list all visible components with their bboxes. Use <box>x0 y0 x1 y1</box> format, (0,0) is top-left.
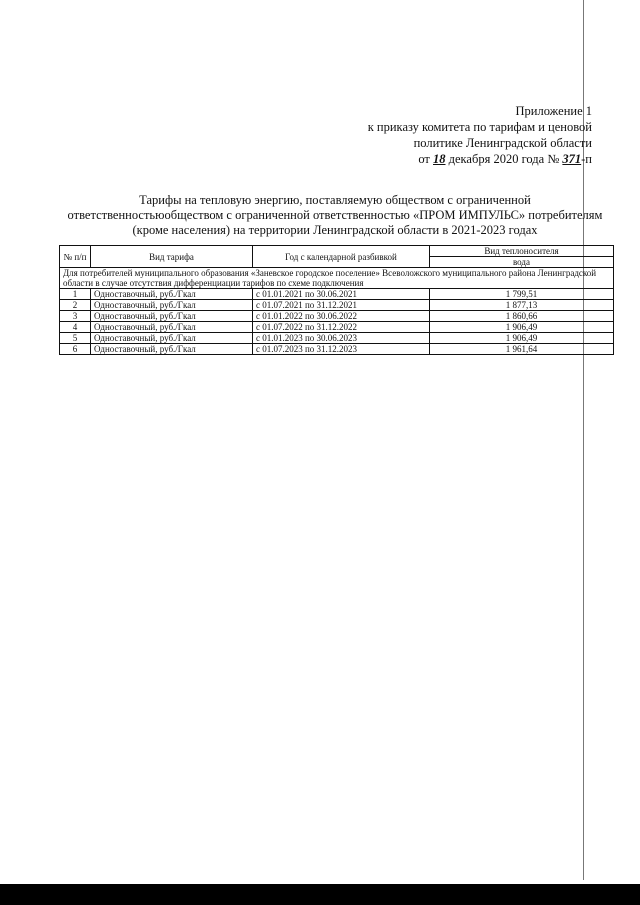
consumer-group-label: Для потребителей муниципального образования «Заневское городское поселение» Всеволожского муниципального района Ленинградской области в случае отсутствия дифференциации тарифов по схеме подключения <box>60 268 614 289</box>
row-tariff-type: Одноставочный, руб./Гкал <box>91 300 253 311</box>
appendix-header <box>272 103 592 167</box>
appendix-order-line: к приказу комитета по тарифам и ценовой <box>367 120 592 134</box>
handwritten-day: 18 <box>433 152 446 166</box>
row-tariff-type: Одноставочный, руб./Гкал <box>91 333 253 344</box>
row-value: 1 906,49 <box>430 322 614 333</box>
header-carrier-water: вода <box>430 257 614 268</box>
row-tariff-type: Одноставочный, руб./Гкал <box>91 344 253 355</box>
appendix-committee-line: политике Ленинградской области <box>413 136 592 150</box>
table-row <box>60 333 614 344</box>
table-row <box>60 322 614 333</box>
row-period: с 01.01.2022 по 30.06.2022 <box>253 311 430 322</box>
row-period: с 01.01.2021 по 30.06.2021 <box>253 289 430 300</box>
row-value: 1 906,49 <box>430 333 614 344</box>
table-row <box>60 311 614 322</box>
tariff-table <box>59 245 614 355</box>
header-period: Год с календарной разбивкой <box>253 246 430 268</box>
appendix-title: Приложение 1 <box>515 104 592 118</box>
handwritten-order-number: 371 <box>562 152 582 166</box>
row-num: 5 <box>60 333 91 344</box>
row-period: с 01.01.2023 по 30.06.2023 <box>253 333 430 344</box>
date-prefix: от <box>418 152 430 166</box>
table-row <box>60 344 614 355</box>
row-value: 1 799,51 <box>430 289 614 300</box>
header-tariff-type: Вид тарифа <box>91 246 253 268</box>
row-tariff-type: Одноставочный, руб./Гкал <box>91 311 253 322</box>
title-line-2: ответственностьюобществом с ограниченной ответственностью «ПРОМ ИМПУЛЬС» потребителям <box>67 208 603 222</box>
appendix-date-line <box>272 151 592 167</box>
table-row <box>60 300 614 311</box>
row-num: 6 <box>60 344 91 355</box>
date-middle: декабря 2020 года № <box>448 152 560 166</box>
row-period: с 01.07.2022 по 31.12.2022 <box>253 322 430 333</box>
order-suffix: -п <box>581 152 592 166</box>
row-num: 1 <box>60 289 91 300</box>
header-carrier: Вид теплоносителя <box>430 246 614 257</box>
row-tariff-type: Одноставочный, руб./Гкал <box>91 322 253 333</box>
title-line-1: Тарифы на тепловую энергию, поставляемую обществом с ограниченной <box>139 193 531 207</box>
row-num: 3 <box>60 311 91 322</box>
row-period: с 01.07.2023 по 31.12.2023 <box>253 344 430 355</box>
title-line-3: (кроме населения) на территории Ленинградской области в 2021-2023 годах <box>132 223 538 237</box>
document-title <box>40 193 630 238</box>
table-row <box>60 289 614 300</box>
row-period: с 01.07.2021 по 31.12.2021 <box>253 300 430 311</box>
row-value: 1 961,64 <box>430 344 614 355</box>
row-value: 1 877,13 <box>430 300 614 311</box>
row-num: 2 <box>60 300 91 311</box>
row-num: 4 <box>60 322 91 333</box>
row-tariff-type: Одноставочный, руб./Гкал <box>91 289 253 300</box>
row-value: 1 860,66 <box>430 311 614 322</box>
scan-bottom-border <box>0 884 640 905</box>
header-num: № п/п <box>60 246 91 268</box>
